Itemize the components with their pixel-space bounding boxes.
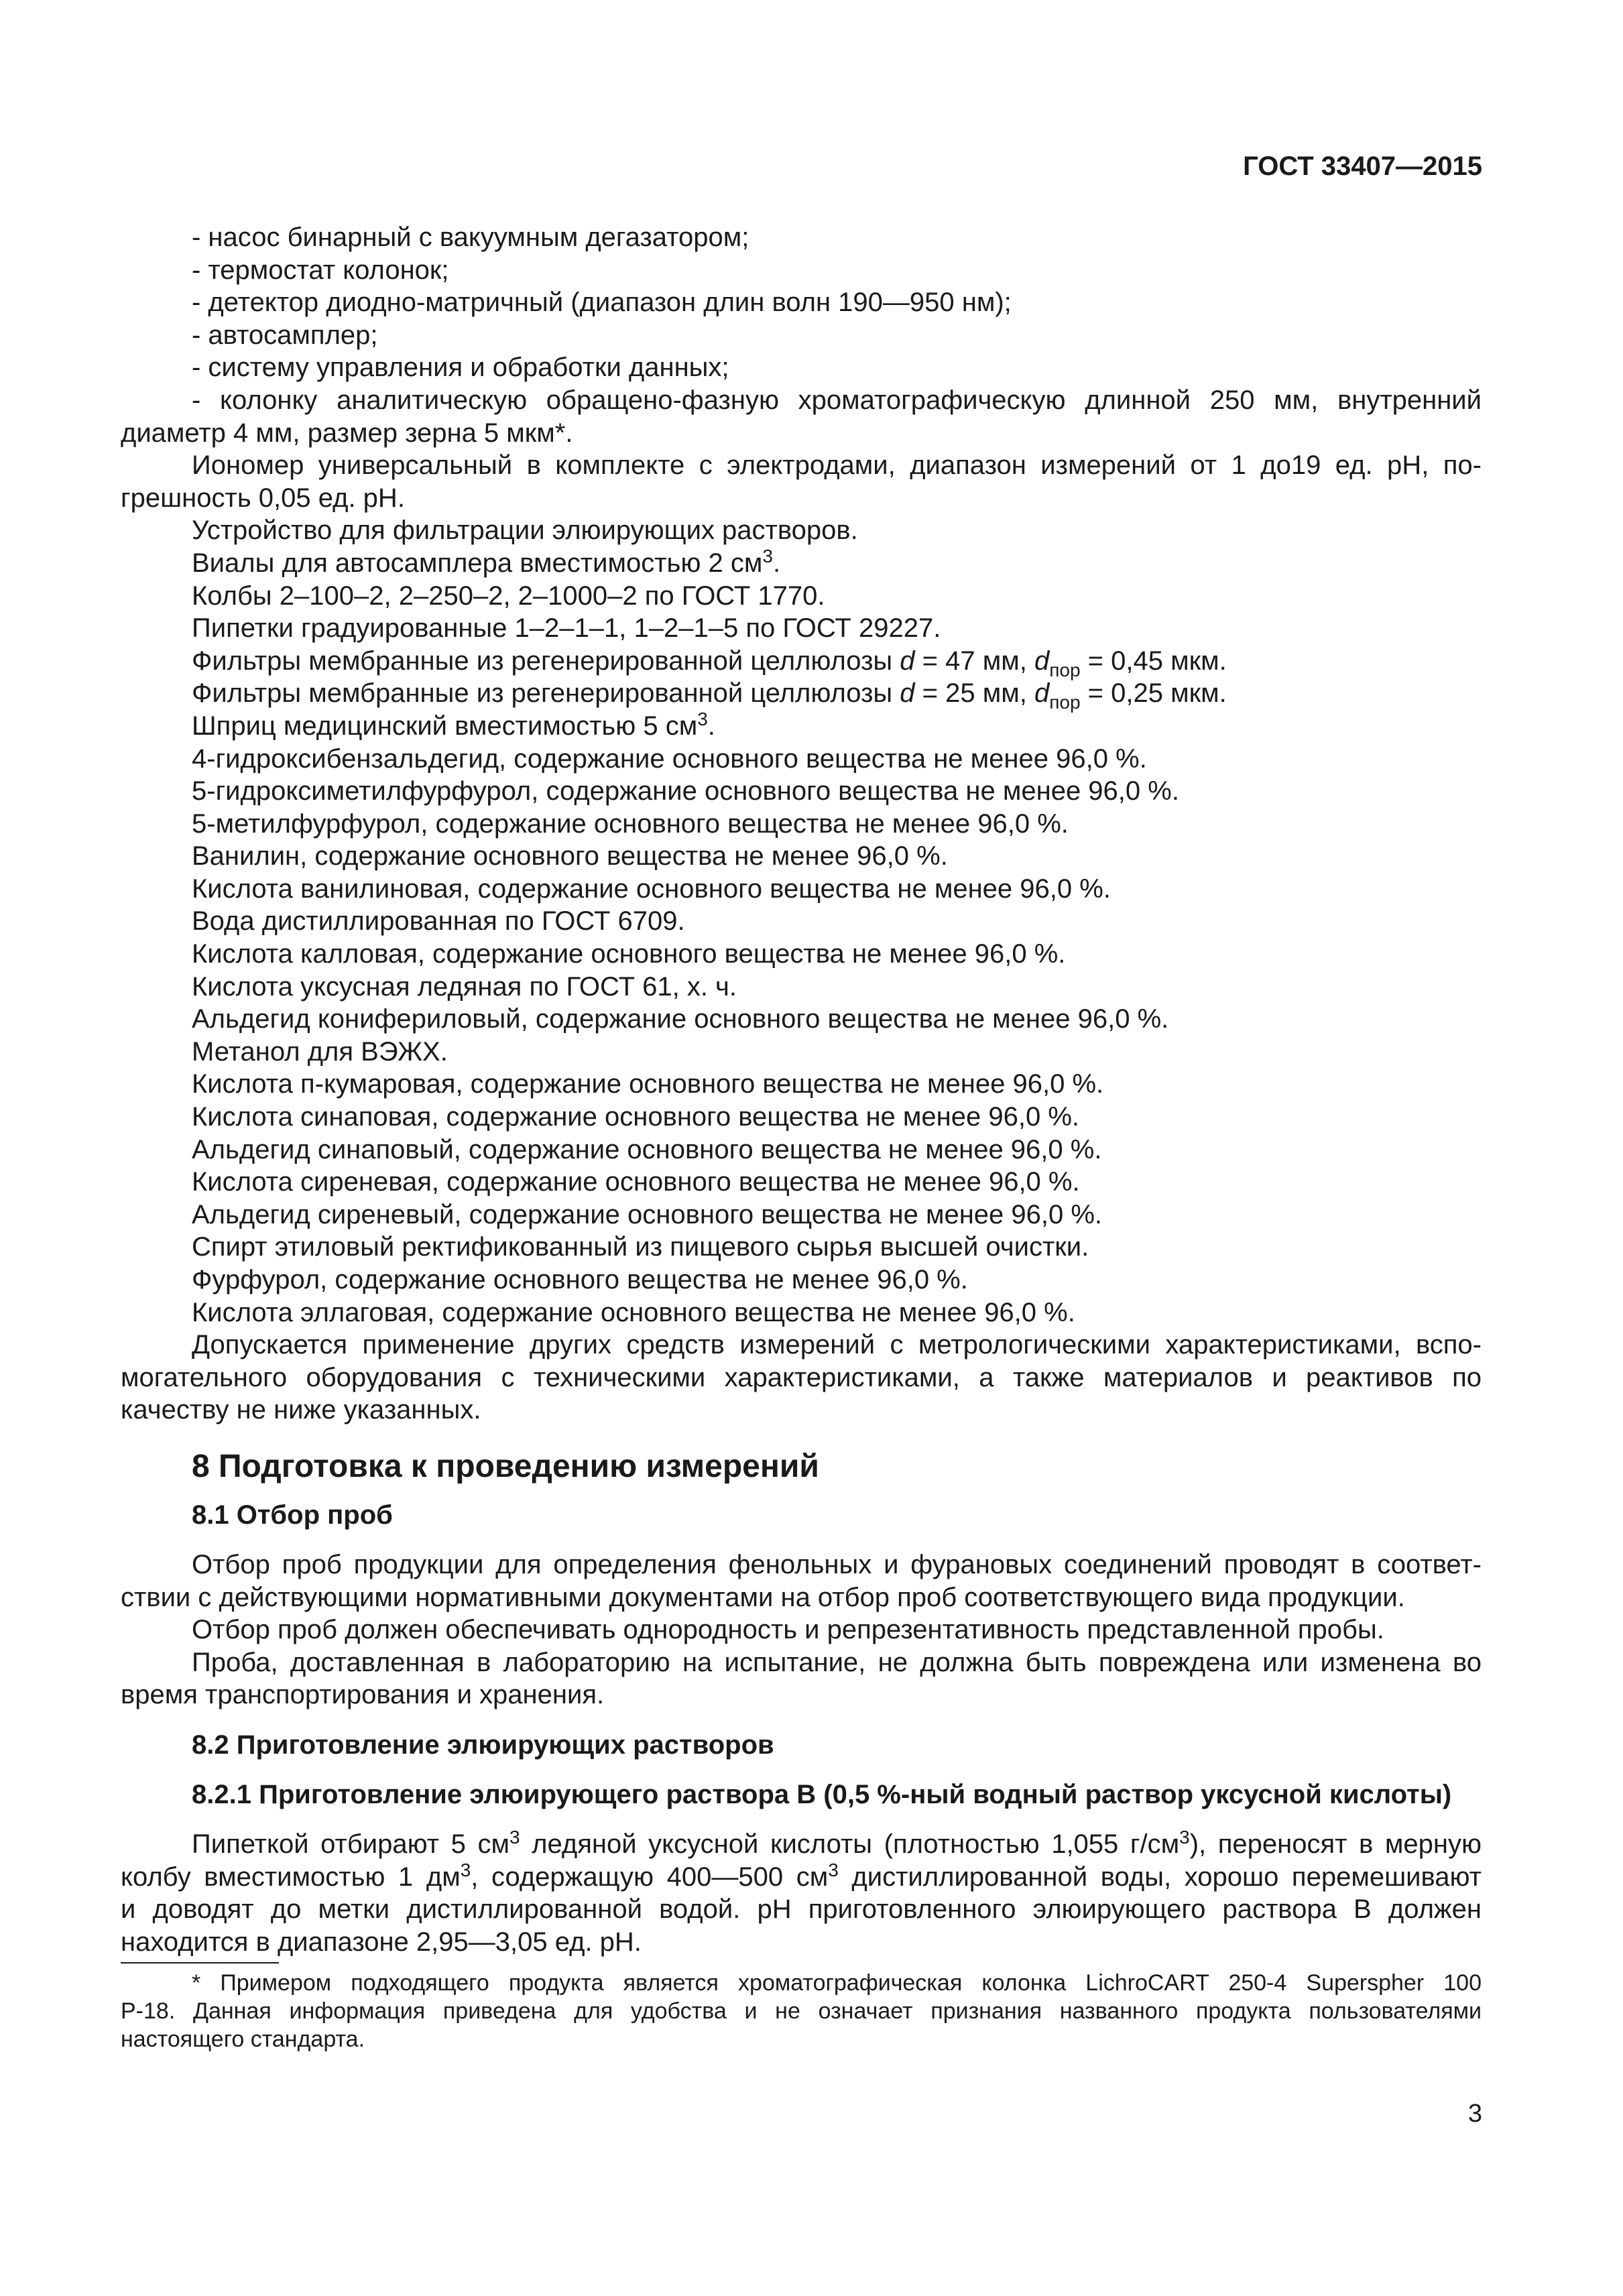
pipettes: Пипетки градуированные 1–2–1–1, 1–2–1–5 по ГОСТ 29227.	[192, 613, 941, 644]
flasks: Колбы 2–100–2, 2–250–2, 2–1000–2 по ГОСТ 1770.	[192, 581, 825, 611]
filter-47: Фильтры мембранные из регенерированной целлюлозы d = 47 мм, $d_{пор} = 0,45$ мкм.	[192, 646, 1227, 680]
list-item: Кислота синаповая, содержание основного вещества не менее 96,0 %.	[192, 1102, 1080, 1132]
filter-25: Фильтры мембранные из регенерированной целлюлозы d = 25 мм, $d_{пор} = 0,25$ мкм.	[192, 678, 1227, 713]
document-body	[121, 221, 1482, 2053]
list-item: - автосамплер;	[192, 320, 378, 350]
allowance-line1: Допускается применение других средств измерений с метрологическими характеристиками, вспо-	[192, 1330, 1482, 1360]
footnote-line1: * Примером подходящего продукта является хроматографическая колонка LichroCART 250-4 Superspher 100	[192, 1970, 1482, 1996]
list-item: 5-метилфурфурол, содержание основного вещества не менее 96,0 %.	[192, 808, 1069, 839]
column-item-line2: диаметр 4 мм, размер зерна 5 мкм*.	[121, 418, 573, 448]
eluent-line2: колбу вместимостью 1 $дм^3$, содержащую 400—500 $см^3$ дистиллированной воды, хорошо перемешивают	[121, 1859, 1482, 1892]
equipment-list	[121, 221, 1482, 384]
sampling-p1-line1: Отбор проб продукции для определения фенольных и фурановых соединений проводят в соответ-	[192, 1549, 1482, 1579]
list-item: Кислота уксусная ледяная по ГОСТ 61, х. ч.	[192, 971, 737, 1002]
list-item: - термостат колонок;	[192, 255, 449, 285]
list-item: Кислота эллаговая, содержание основного вещества не менее 96,0 %.	[192, 1297, 1075, 1327]
column-item-line1: - колонку аналитическую обращено-фазную хроматографическую длинной 250 мм, внутренний	[192, 385, 1482, 415]
list-item: Кислота калловая, содержание основного вещества не менее 96,0 %.	[192, 939, 1066, 969]
list-item: 5-гидроксиметилфурфурол, содержание основного вещества не менее 96,0 %.	[192, 776, 1179, 806]
list-item: Ванилин, содержание основного вещества не менее 96,0 %.	[192, 841, 948, 871]
list-item: Метанол для ВЭЖХ.	[192, 1036, 448, 1067]
reagents-list	[121, 743, 1482, 1329]
list-item: Альдегид синаповый, содержание основного вещества не менее 96,0 %.	[192, 1134, 1102, 1164]
footnote	[121, 1969, 1482, 2053]
page-number: 3	[1467, 2100, 1482, 2128]
sampling-p3-line1: Проба, доставленная в лабораторию на испытание, не должна быть повреждена или изменена во	[192, 1647, 1482, 1677]
section-8-title: 8 Подготовка к проведению измерений	[192, 1448, 819, 1484]
allowance-line2: могательного оборудования с техническими характеристиками, а также материалов и реактивов по	[121, 1362, 1482, 1392]
sampling-p3-line2: время транспортирования и хранения.	[121, 1680, 605, 1710]
ionomer-line2: грешность 0,05 ед. pH.	[121, 483, 405, 513]
list-item: - систему управления и обработки данных;	[192, 353, 729, 383]
section-8-1-title: 8.1 Отбор проб	[192, 1500, 393, 1530]
list-item: Кислота ванилиновая, содержание основного вещества не менее 96,0 %.	[192, 873, 1111, 904]
list-item: Кислота сиреневая, содержание основного вещества не менее 96,0 %.	[192, 1167, 1080, 1197]
sampling-p2: Отбор проб должен обеспечивать однородность и репрезентативность представленной пробы.	[192, 1615, 1384, 1645]
vials: Виалы для автосамплера вместимостью 2 $см^3$.	[192, 545, 781, 578]
list-item: Фурфурол, содержание основного вещества не менее 96,0 %.	[192, 1265, 968, 1294]
syringe: Шприц медицинский вместимостью 5 $см^3$.	[192, 708, 715, 741]
list-item: - детектор диодно-матричный (диапазон длин волн 190—950 нм);	[192, 288, 1012, 318]
ionomer-line1: Иономер универсальный в комплекте с электродами, диапазон измерений от 1 до19 ед. pH, по-	[192, 450, 1482, 481]
section-8-2-1-title: 8.2.1 Приготовление элюирующего раствора В (0,5 %-ный водный раствор уксусной кислоты)	[192, 1779, 1452, 1809]
list-item: Альдегид конифериловый, содержание основного вещества не менее 96,0 %.	[192, 1004, 1169, 1034]
filtration-device: Устройство для фильтрации элюирующих растворов.	[192, 516, 858, 546]
eluent-line4: находится в диапазоне 2,95—3,05 ед. pH.	[121, 1927, 642, 1957]
list-item: 4-гидроксибензальдегид, содержание основного вещества не менее 96,0 %.	[192, 743, 1147, 774]
list-item: - насос бинарный с вакуумным дегазатором;	[192, 223, 749, 252]
list-item: Спирт этиловый ректификованный из пищевого сырья высшей очистки.	[192, 1232, 1089, 1262]
footnote-divider	[121, 1962, 279, 1963]
allowance-line3: качеству не ниже указанных.	[121, 1395, 481, 1425]
footnote-line3: настоящего стандарта.	[121, 2027, 365, 2053]
document-id: ГОСТ 33407—2015	[1243, 152, 1482, 181]
footnote-line2: P-18. Данная информация приведена для удобства и не означает признания названного продукта пользователями	[121, 1998, 1482, 2025]
section-8-2-title: 8.2 Приготовление элюирующих растворов	[192, 1730, 774, 1760]
list-item: Кислота п-кумаровая, содержание основного вещества не менее 96,0 %.	[192, 1069, 1104, 1099]
sampling-p1-line2: ствии с действующими нормативными документами на отбор проб соответствующего вида продукции.	[121, 1582, 1405, 1612]
list-item: Вода дистиллированная по ГОСТ 6709.	[192, 906, 685, 936]
eluent-line1: Пипеткой отбирают 5 $см^3$ ледяной уксусной кислоты (плотностью 1,055 $г/см^3$), переносят в мерную	[192, 1826, 1482, 1859]
list-item: Альдегид сиреневый, содержание основного вещества не менее 96,0 %.	[192, 1199, 1103, 1229]
eluent-line3: и доводят до метки дистиллированной водой. pH приготовленного элюирующего раствора В должен	[121, 1894, 1482, 1925]
